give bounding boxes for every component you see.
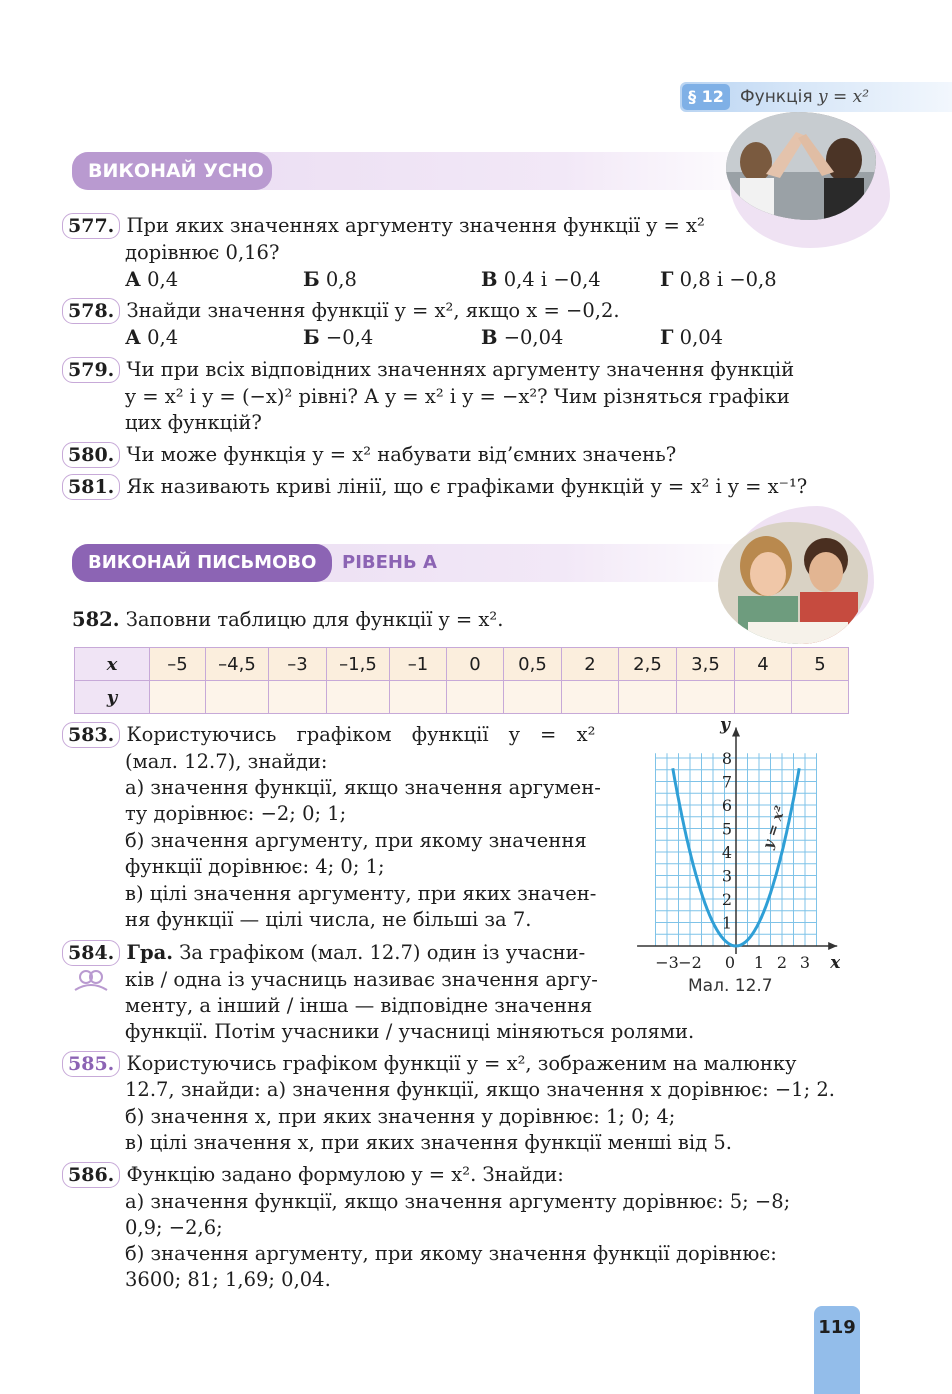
table-cell: 0 (447, 648, 504, 681)
option-letter: Б (303, 268, 320, 291)
table-cell: 2,5 (619, 648, 677, 681)
exercise-text: Чи може функція y = x² набувати від’ємних значень? (126, 443, 677, 466)
option-letter: Б (303, 326, 320, 349)
exercise-586 (62, 1162, 564, 1188)
exercise-583-line: в) цілі значення аргументу, при яких значен- (125, 882, 597, 905)
table-cell: –1,5 (327, 648, 390, 681)
table-cell: 2 (562, 648, 619, 681)
option-text: −0,4 (325, 326, 374, 349)
exercise-584 (62, 940, 585, 966)
x-tick-label: 3 (799, 953, 811, 972)
exercise-number: 584. (62, 940, 120, 966)
option-text: 0,4 і −0,4 (503, 268, 601, 291)
exercise-586-line: а) значення функції, якщо значення аргументу дорівнює: 5; −8; (125, 1190, 791, 1213)
pair-work-icon (72, 968, 112, 994)
x-tick-label: −3 (655, 953, 679, 972)
table-cell: –3 (269, 648, 327, 681)
exercise-578 (62, 298, 620, 324)
exercise-number: 582. (72, 608, 120, 631)
exercise-text: Як називають криві лінії, що є графіками функцій y = x² і y = x⁻¹? (126, 475, 808, 498)
exercise-number: 577. (62, 213, 120, 239)
exercise-583-line: а) значення функції, якщо значення аргумен- (125, 776, 601, 799)
exercise-text: Чи при всіх відповідних значеннях аргументу значення функцій (126, 358, 795, 381)
exercise-text: Знайди значення функції y = x², якщо x = −0,2. (126, 299, 620, 322)
table-cell-empty[interactable] (504, 681, 562, 714)
option-text: 0,04 (679, 326, 724, 349)
option-c (481, 267, 601, 293)
exercise-number: 586. (62, 1162, 120, 1188)
exercise-number: 585. (62, 1051, 120, 1077)
table-cell: –5 (150, 648, 206, 681)
exercise-584-line: функції. Потім учасники / учасниці міняються ролями. (125, 1020, 695, 1043)
exercise-580 (62, 442, 676, 468)
x-axis-label: x (830, 953, 840, 973)
exercise-number: 581. (62, 474, 120, 500)
exercise-583 (62, 722, 610, 748)
table-cell-empty[interactable] (390, 681, 447, 714)
y-tick-label: 4 (721, 843, 732, 862)
exercise-text: Користуючись графіком функції y = x², зображеним на малюнку (126, 1052, 797, 1075)
option-text: −0,04 (503, 326, 564, 349)
table-cell-empty[interactable] (792, 681, 849, 714)
table-cell: 3,5 (677, 648, 735, 681)
exercise-583-line: ня функції — цілі числа, не більші за 7. (125, 908, 532, 931)
exercise-number: 583. (62, 722, 120, 748)
game-lead: Гра. (126, 941, 174, 964)
exercise-579 (62, 357, 794, 383)
exercise-583-line: ту дорівнює: −2; 0; 1; (125, 802, 347, 825)
option-c (481, 325, 563, 351)
option-text: 0,4 (147, 268, 179, 291)
table-row-x (75, 648, 849, 681)
exercise-577-line2: дорівнює 0,16? (125, 241, 280, 264)
table-row-y (75, 681, 849, 714)
table-cell-empty[interactable] (447, 681, 504, 714)
option-letter: В (481, 326, 498, 349)
option-letter: В (481, 268, 498, 291)
y-axis-label: y (720, 714, 730, 735)
table-cell-empty[interactable] (619, 681, 677, 714)
option-text: 0,4 (147, 326, 179, 349)
exercise-577 (62, 213, 705, 239)
option-d (660, 325, 723, 351)
option-text: 0,8 (325, 268, 357, 291)
exercise-585-line: 12.7, знайди: а) значення функції, якщо значення x дорівнює: −1; 2. (125, 1078, 835, 1101)
exercise-579-line2: y = x² і y = (−x)² рівні? А y = x² і y = −x²? Чим різняться графіки (125, 385, 790, 408)
option-a (125, 267, 178, 293)
exercise-number: 578. (62, 298, 120, 324)
y-tick-label: 5 (721, 819, 732, 839)
exercise-585-line: б) значення x, при яких значення y дорівнює: 1; 0; 4; (125, 1105, 676, 1128)
parabola-figure (620, 712, 840, 974)
exercise-text: За графіком (мал. 12.7) один із учасни- (179, 941, 586, 964)
table-cell-empty[interactable] (150, 681, 206, 714)
page-number: 119 (814, 1306, 860, 1394)
table-cell: –4,5 (206, 648, 269, 681)
exercise-584-line: менту, а інший / інша — відповідне значення (125, 994, 593, 1017)
level-label: РІВЕНЬ А (342, 552, 437, 573)
x-tick-label: 0 (724, 953, 736, 972)
y-tick-label: 3 (721, 866, 732, 886)
y-tick-label: 1 (721, 913, 732, 933)
option-letter: Г (660, 268, 674, 291)
option-letter: Г (660, 326, 674, 349)
table-cell: 0,5 (504, 648, 562, 681)
section-title-text: Функція (740, 87, 813, 107)
option-letter: А (125, 326, 141, 349)
table-cell-empty[interactable] (562, 681, 619, 714)
table-cell-empty[interactable] (327, 681, 390, 714)
y-tick-label: 2 (721, 890, 732, 909)
section-title-formula: y = x² (818, 87, 870, 107)
exercise-583-line: (мал. 12.7), знайди: (125, 750, 328, 773)
exercise-number: 580. (62, 442, 120, 468)
option-d (660, 267, 777, 293)
section-badge: § 12 (682, 84, 730, 110)
exercise-583-line: б) значення аргументу, при якому значення (125, 829, 587, 852)
option-letter: А (125, 268, 141, 291)
option-a (125, 325, 178, 351)
exercise-text: Заповни таблицю для функції y = x². (125, 608, 504, 631)
table-header-y: y (75, 681, 150, 714)
exercise-text: При яких значеннях аргументу значення функції y = x² (126, 214, 705, 237)
exercise-579-line3: цих функцій? (125, 411, 262, 434)
exercise-581 (62, 474, 807, 500)
option-b (303, 267, 357, 293)
oral-band-label: ВИКОНАЙ УСНО (72, 152, 272, 190)
x-tick-label: 1 (753, 953, 765, 972)
table-cell-empty[interactable] (677, 681, 735, 714)
option-text: 0,8 і −0,8 (679, 268, 777, 291)
figure-caption: Мал. 12.7 (688, 976, 773, 996)
x-tick-label: 2 (776, 953, 788, 972)
students-high-five-photo (726, 112, 876, 220)
exercise-text: Функцію задано формулою y = x². Знайди: (126, 1163, 564, 1186)
table-cell: 5 (792, 648, 849, 681)
exercise-586-line: 0,9; −2,6; (125, 1216, 223, 1239)
exercise-586-line: б) значення аргументу, при якому значення функції дорівнює: (125, 1242, 777, 1265)
section-title (740, 84, 869, 110)
exercise-number: 579. (62, 357, 120, 383)
table-cell-empty[interactable] (206, 681, 269, 714)
exercise-582 (72, 607, 503, 633)
curve-label: y = x² (760, 804, 790, 851)
y-tick-label: 7 (721, 772, 732, 792)
values-table (74, 647, 849, 714)
exercise-585 (62, 1051, 797, 1077)
table-cell: –1 (390, 648, 447, 681)
table-header-x: x (75, 648, 150, 681)
exercise-text: Користуючись графіком функції y = x² (126, 723, 596, 746)
y-tick-label: 8 (721, 749, 732, 768)
exercise-583-line: функції дорівнює: 4; 0; 1; (125, 855, 385, 878)
written-band-label: ВИКОНАЙ ПИСЬМОВО (72, 544, 332, 582)
option-b (303, 325, 373, 351)
exercise-584-line: ків / одна із учасниць називає значення аргу- (125, 968, 598, 991)
students-studying-photo (718, 522, 868, 644)
exercise-585-line: в) цілі значення x, при яких значення функції менші від 5. (125, 1131, 732, 1154)
table-cell-empty[interactable] (269, 681, 327, 714)
exercise-586-line: 3600; 81; 1,69; 0,04. (125, 1268, 331, 1291)
x-axis-arrow (828, 942, 837, 950)
y-tick-label: 6 (721, 796, 732, 815)
x-tick-label: −2 (678, 953, 702, 972)
table-cell-empty[interactable] (735, 681, 792, 714)
table-cell: 4 (735, 648, 792, 681)
y-axis-arrow (732, 727, 740, 736)
